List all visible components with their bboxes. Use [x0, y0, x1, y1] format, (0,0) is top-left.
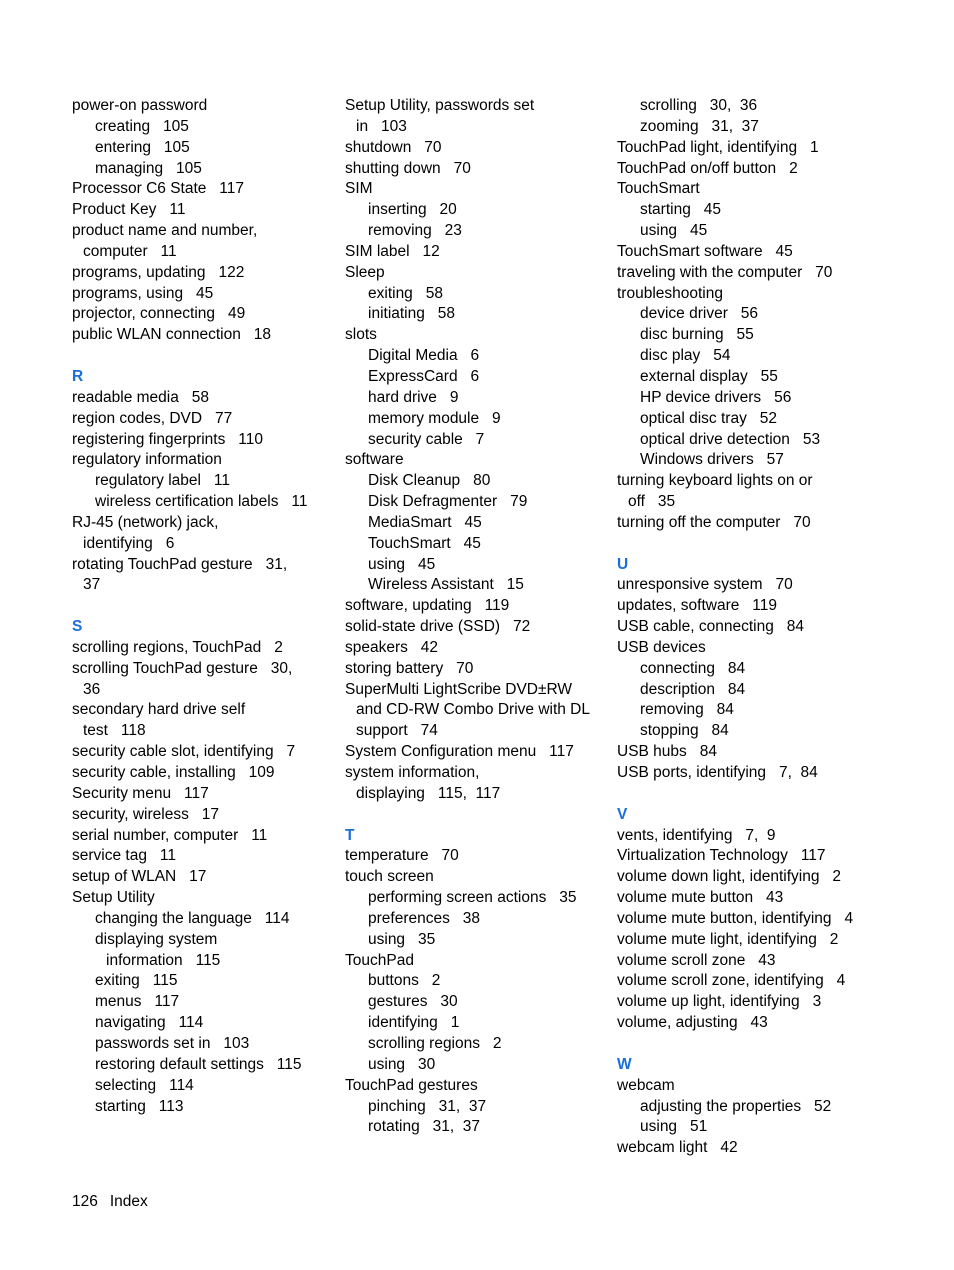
index-subentry: using 51: [640, 1118, 708, 1136]
index-entry: touch screen: [345, 868, 434, 886]
index-entry: turning keyboard lights on or: [617, 472, 813, 490]
index-entry: regulatory information: [72, 451, 222, 469]
index-subentry: using 30: [368, 1055, 436, 1073]
index-entry: SuperMulti LightScribe DVD±RW: [345, 680, 573, 698]
index-entry: TouchPad: [345, 951, 414, 969]
index-entry: Setup Utility: [72, 889, 155, 907]
index-entry: volume, adjusting 43: [617, 1014, 768, 1032]
index-subentry: gestures 30: [368, 993, 458, 1011]
index-entry: volume down light, identifying 2: [617, 868, 842, 886]
index-entry: TouchPad gestures: [345, 1076, 478, 1094]
index-subentry: information 115: [106, 951, 221, 969]
index-subentry: removing 84: [640, 701, 734, 719]
index-entry: volume mute button 43: [617, 889, 784, 907]
index-entry: security, wireless 17: [72, 805, 220, 823]
index-column-1: [72, 96, 337, 1117]
index-entry: rotating TouchPad gesture 31,: [72, 555, 288, 573]
index-entry: traveling with the computer 70: [617, 263, 833, 281]
index-entry: software, updating 119: [345, 597, 510, 615]
index-subentry: restoring default settings 115: [95, 1055, 302, 1073]
index-subentry: optical drive detection 53: [640, 430, 821, 448]
index-entry: Setup Utility, passwords set: [345, 97, 535, 114]
index-subentry: starting 45: [640, 201, 721, 219]
index-subentry: using 35: [368, 930, 436, 948]
index-subentry: managing 105: [95, 159, 202, 177]
index-subentry: initiating 58: [368, 305, 456, 323]
index-entry: registering fingerprints 110: [72, 430, 263, 448]
page-footer: [72, 1192, 148, 1212]
index-subentry: security cable 7: [368, 430, 485, 448]
index-entry: in 103: [356, 117, 407, 135]
index-subentry: using 45: [640, 222, 708, 240]
spacer: [72, 346, 337, 367]
index-subentry: selecting 114: [95, 1076, 194, 1094]
index-entry: troubleshooting: [617, 284, 723, 302]
index-entry: scrolling TouchPad gesture 30,: [72, 659, 293, 677]
index-subentry: HP device drivers 56: [640, 388, 792, 406]
index-subentry: removing 23: [368, 222, 462, 240]
index-entry: updates, software 119: [617, 597, 777, 615]
index-letter-heading: U: [617, 555, 629, 573]
index-entry: software: [345, 451, 404, 469]
index-entry: TouchSmart software 45: [617, 242, 793, 260]
index-entry: volume mute button, identifying 4: [617, 909, 854, 927]
index-subentry: TouchSmart 45: [368, 534, 481, 552]
index-subentry: creating 105: [95, 117, 189, 135]
index-entry: TouchPad on/off button 2: [617, 159, 798, 177]
index-entry: turning off the computer 70: [617, 513, 811, 531]
index-subentry: using 45: [368, 555, 436, 573]
index-entry: product name and number,: [72, 222, 258, 240]
index-subentry: external display 55: [640, 367, 778, 385]
index-subentry: exiting 115: [95, 972, 178, 990]
index-letter-heading: T: [345, 826, 355, 844]
index-entry: SIM: [345, 180, 373, 198]
index-entry: unresponsive system 70: [617, 576, 793, 594]
page-number: 126: [72, 1193, 98, 1210]
index-entry: webcam: [617, 1076, 675, 1094]
spacer: [617, 784, 917, 805]
index-subentry: description 84: [640, 680, 746, 698]
index-letter-heading: V: [617, 805, 628, 823]
index-entry: identifying 6: [83, 534, 175, 552]
index-subentry: ExpressCard 6: [368, 367, 480, 385]
index-entry: scrolling regions, TouchPad 2: [72, 638, 283, 656]
index-entry: volume scroll zone 43: [617, 951, 776, 969]
index-subentry: scrolling 30, 36: [640, 97, 758, 114]
index-entry: serial number, computer 11: [72, 826, 268, 844]
index-subentry: buttons 2: [368, 972, 441, 990]
index-subentry: preferences 38: [368, 909, 481, 927]
index-subentry: navigating 114: [95, 1014, 204, 1032]
index-entry: region codes, DVD 77: [72, 409, 233, 427]
index-entry: USB devices: [617, 638, 706, 656]
index-subentry: MediaSmart 45: [368, 513, 482, 531]
spacer: [72, 596, 337, 617]
index-subentry: Disk Defragmenter 79: [368, 493, 528, 511]
index-entry: volume mute light, identifying 2: [617, 930, 839, 948]
index-entry: system information,: [345, 764, 480, 781]
index-entry: shutting down 70: [345, 159, 471, 177]
index-entry: TouchPad light, identifying 1: [617, 138, 819, 156]
index-subentry: Disk Cleanup 80: [368, 472, 491, 490]
index-entry: Product Key 11: [72, 201, 186, 219]
index-entry: Security menu 117: [72, 784, 209, 802]
index-entry: programs, using 45: [72, 284, 214, 302]
index-subentry: disc play 54: [640, 347, 731, 365]
section-name: Index: [109, 1193, 148, 1210]
index-entry: setup of WLAN 17: [72, 868, 207, 886]
index-subentry: optical disc tray 52: [640, 409, 777, 427]
index-entry: computer 11: [83, 242, 177, 260]
index-entry: System Configuration menu 117: [345, 743, 574, 761]
index-subentry: Digital Media 6: [368, 347, 480, 365]
index-subentry: memory module 9: [368, 409, 501, 427]
index-entry: off 35: [628, 493, 676, 511]
index-column-2: [345, 96, 610, 1138]
index-entry: 36: [83, 680, 101, 698]
index-entry: support 74: [356, 722, 438, 740]
index-subentry: passwords set in 103: [95, 1034, 250, 1052]
index-entry: solid-state drive (SSD) 72: [345, 618, 531, 636]
spacer: [345, 805, 610, 826]
index-entry: SIM label 12: [345, 242, 440, 260]
index-subentry: wireless certification labels 11: [95, 493, 308, 511]
index-entry: volume up light, identifying 3: [617, 993, 822, 1011]
index-letter-heading: R: [72, 367, 84, 385]
index-subentry: adjusting the properties 52: [640, 1097, 832, 1115]
index-entry: Sleep: [345, 263, 385, 281]
index-subentry: menus 117: [95, 993, 180, 1011]
index-entry: TouchSmart: [617, 180, 700, 198]
index-entry: and CD-RW Combo Drive with DL: [356, 701, 590, 719]
index-subentry: Windows drivers 57: [640, 451, 784, 469]
index-subentry: rotating 31, 37: [368, 1118, 481, 1136]
index-entry: secondary hard drive self: [72, 701, 246, 719]
index-entry: shutdown 70: [345, 138, 442, 156]
index-entry: projector, connecting 49: [72, 305, 246, 323]
index-subentry: starting 113: [95, 1097, 184, 1115]
index-subentry: performing screen actions 35: [368, 889, 577, 907]
index-entry: Processor C6 State 117: [72, 180, 245, 198]
index-entry: service tag 11: [72, 847, 176, 865]
index-entry: webcam light 42: [617, 1139, 738, 1157]
index-column-3: [617, 96, 917, 1159]
index-entry: public WLAN connection 18: [72, 326, 272, 344]
index-entry: security cable slot, identifying 7: [72, 743, 296, 761]
index-entry: storing battery 70: [345, 659, 474, 677]
index-letter-heading: S: [72, 618, 83, 636]
index-entry: temperature 70: [345, 847, 459, 865]
index-subentry: inserting 20: [368, 201, 457, 219]
index-subentry: regulatory label 11: [95, 472, 230, 490]
index-letter-heading: W: [617, 1055, 632, 1073]
index-subentry: displaying system: [95, 930, 218, 948]
index-subentry: entering 105: [95, 138, 190, 156]
index-subentry: scrolling regions 2: [368, 1034, 502, 1052]
index-entry: vents, identifying 7, 9: [617, 826, 776, 844]
index-subentry: Wireless Assistant 15: [368, 576, 524, 594]
index-entry: programs, updating 122: [72, 263, 245, 281]
index-entry: speakers 42: [345, 638, 439, 656]
index-subentry: hard drive 9: [368, 388, 459, 406]
index-subentry: zooming 31, 37: [640, 117, 759, 135]
index-subentry: stopping 84: [640, 722, 729, 740]
index-entry: slots: [345, 326, 377, 344]
index-entry: power-on password: [72, 97, 208, 114]
index-entry: USB ports, identifying 7, 84: [617, 764, 818, 781]
index-subentry: pinching 31, 37: [368, 1097, 487, 1115]
index-entry: volume scroll zone, identifying 4: [617, 972, 846, 990]
index-subentry: device driver 56: [640, 305, 759, 323]
index-entry: security cable, installing 109: [72, 764, 275, 781]
index-subentry: exiting 58: [368, 284, 443, 302]
index-entry: readable media 58: [72, 388, 210, 406]
index-entry: displaying 115, 117: [356, 784, 501, 802]
index-entry: Virtualization Technology 117: [617, 847, 826, 865]
index-subentry: changing the language 114: [95, 909, 290, 927]
index-subentry: connecting 84: [640, 659, 746, 677]
index-subentry: disc burning 55: [640, 326, 754, 344]
index-entry: USB cable, connecting 84: [617, 618, 804, 636]
spacer: [617, 534, 917, 555]
index-entry: test 118: [83, 722, 146, 740]
spacer: [617, 1034, 917, 1055]
index-entry: RJ-45 (network) jack,: [72, 513, 219, 531]
index-subentry: identifying 1: [368, 1014, 460, 1032]
index-entry: 37: [83, 576, 101, 594]
index-entry: USB hubs 84: [617, 743, 717, 761]
